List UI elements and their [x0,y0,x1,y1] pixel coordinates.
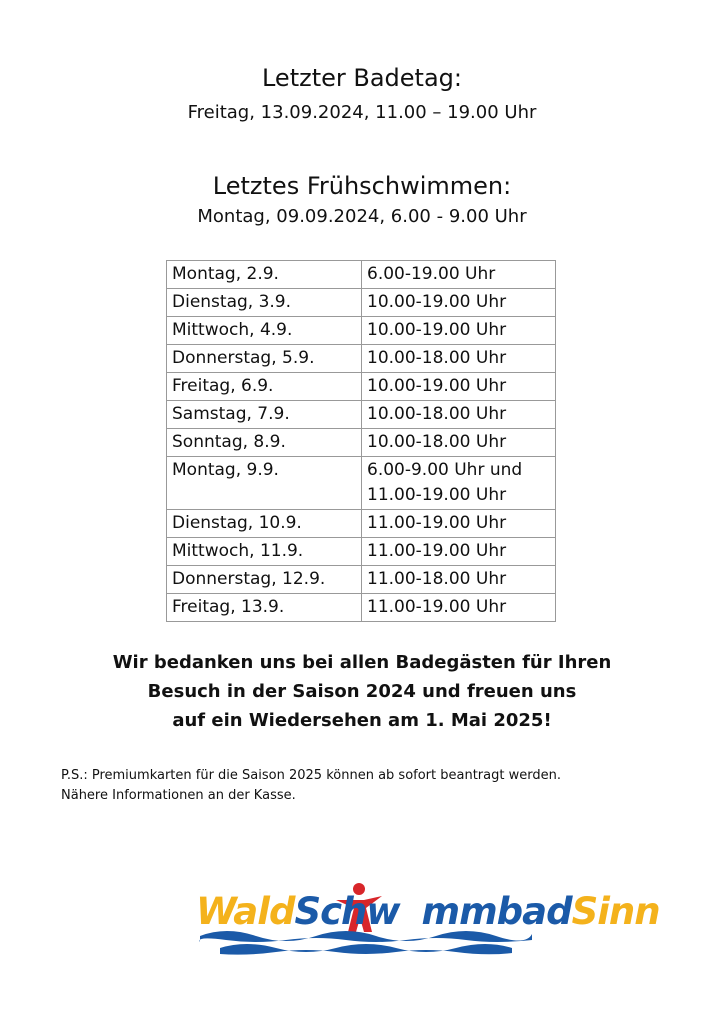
day-cell: Samstag, 7.9. [167,401,362,429]
waves-icon [200,931,532,955]
last-early-swim-title: Letztes Frühschwimmen: [212,172,512,200]
hours-cell: 10.00-18.00 Uhr [362,345,556,373]
hours-cell: 11.00-19.00 Uhr [362,538,556,566]
logo-text-mmbad: mmbad [421,890,572,933]
table-row [167,538,556,566]
day-cell: Dienstag, 10.9. [167,510,362,538]
hours-cell: 10.00-18.00 Uhr [362,401,556,429]
hours-cell: 10.00-19.00 Uhr [362,317,556,345]
last-early-swim-date: Montag, 09.09.2024, 6.00 - 9.00 Uhr [197,206,527,227]
table-row [167,429,556,457]
table-row [167,373,556,401]
opening-hours-table [166,260,556,622]
table-row [167,317,556,345]
hours-cell [362,457,556,510]
table-row [167,289,556,317]
table-row [167,261,556,289]
hours-line: 11.00-19.00 Uhr [367,485,507,505]
hours-cell: 10.00-19.00 Uhr [362,373,556,401]
day-cell: Donnerstag, 12.9. [167,566,362,594]
last-bathing-day-date: Freitag, 13.09.2024, 11.00 – 19.00 Uhr [187,102,537,123]
day-cell: Mittwoch, 4.9. [167,317,362,345]
table-row [167,510,556,538]
hours-cell: 11.00-19.00 Uhr [362,594,556,622]
table-row [167,566,556,594]
ps-line: P.S.: Premiumkarten für die Saison 2025 können ab sofort beantragt werden. [61,768,561,783]
closing-line: Wir bedanken uns bei allen Badegästen für Ihren [112,652,612,673]
table-row [167,401,556,429]
logo-wordmark [196,892,660,932]
hours-line: 6.00-9.00 Uhr und [367,460,523,480]
ps-line: Nähere Informationen an der Kasse. [61,788,296,803]
day-cell: Montag, 2.9. [167,261,362,289]
day-cell: Sonntag, 8.9. [167,429,362,457]
day-cell: Dienstag, 3.9. [167,289,362,317]
last-bathing-day-title: Letzter Badetag: [261,64,462,92]
day-cell: Freitag, 13.9. [167,594,362,622]
closing-line: auf ein Wiedersehen am 1. Mai 2025! [172,710,552,731]
hours-cell: 10.00-19.00 Uhr [362,289,556,317]
waldschwimmbad-logo [196,878,660,958]
day-cell: Freitag, 6.9. [167,373,362,401]
logo-text-wald: Wald [196,890,295,933]
logo-text-sinn: Sinn [571,890,660,933]
closing-line: Besuch in der Saison 2024 und freuen uns [147,681,577,702]
postscript [61,766,561,806]
hours-cell: 11.00-19.00 Uhr [362,510,556,538]
hours-cell: 6.00-19.00 Uhr [362,261,556,289]
day-cell: Donnerstag, 5.9. [167,345,362,373]
hours-cell: 11.00-18.00 Uhr [362,566,556,594]
closing-message [0,648,724,735]
logo-text-schw: Schw [294,890,400,933]
table-row [167,345,556,373]
day-cell: Mittwoch, 11.9. [167,538,362,566]
table-row [167,457,556,510]
day-cell: Montag, 9.9. [167,457,362,510]
hours-cell: 10.00-18.00 Uhr [362,429,556,457]
table-row [167,594,556,622]
